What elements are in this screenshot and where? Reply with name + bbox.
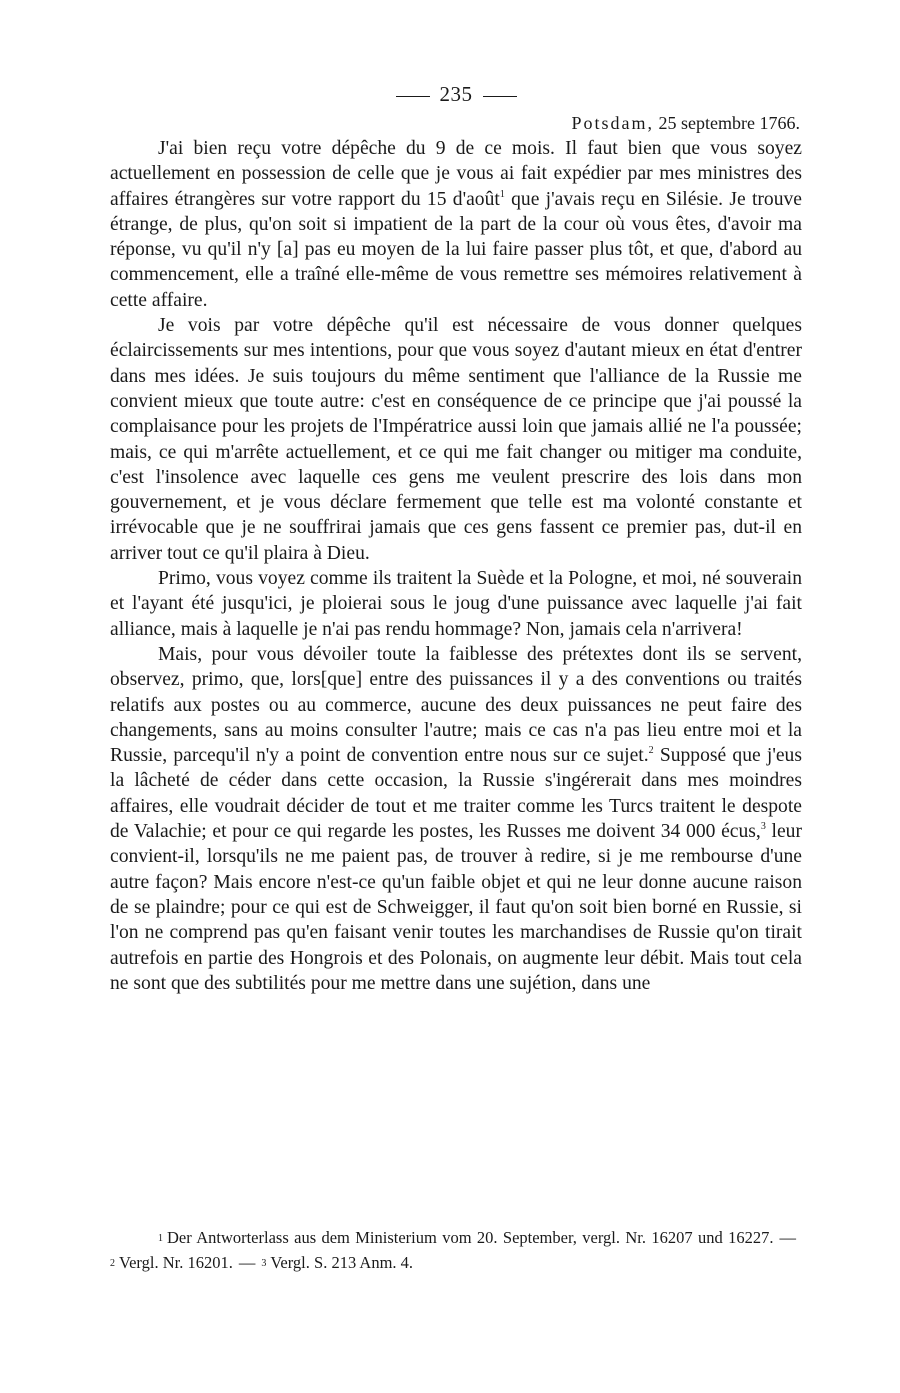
paragraph-4-text-c: leur convient-il, lorsqu'ils ne me paient pas, de trouver à redire, si je me rembourse d'une autre façon? Mais encore n'est-ce qu'un faible objet et qui ne leur donne aucune raison de se plaindre; pour ce qui est de Schweigger, il faut qu'on soit bien borné en Russie, si l'on ne comprend pas qu'en faisant venir toutes les marchandises de Russie qu'on tirait autrefois en partie des Hongrois et des Polonais, on augmente leur débit. Mais tout cela ne sont que des subtilités pour me mettre dans une sujétion, dans une (110, 821, 802, 994)
footnote-2-text: Vergl. Nr. 16201. (119, 1253, 233, 1272)
paragraph-1 (110, 136, 802, 313)
paragraph-1-text-a: J'ai bien reçu votre dépêche du 9 de ce mois. Il faut bien que vous soyez actuellement en possession de celle que je vous ai fait expédier par mes ministres des affaires étrangères sur votre rapport du 15 d'août (110, 138, 802, 210)
footnote-separator-2: — (238, 1253, 256, 1272)
paragraph-4-text-a: Mais, pour vous dévoiler toute la faiblesse des prétextes dont ils se servent, observez, primo, que, lors[que] entre des puissances il y a des conventions ou traités relatifs aux postes ou au commerce, aucune des deux puissances ne peut faire des changements, sans au moins consulter l'autre; mais ce cas n'a pas lieu entre moi et la Russie, parcequ'il n'y a point de convention entre nous sur ce sujet. (110, 643, 802, 767)
footnote-1-text: Der Antworterlass aus dem Ministerium vom 20. September, vergl. Nr. 16207 und 16227. (167, 1228, 774, 1247)
footnote-ref-2: 2 (648, 745, 654, 757)
footnotes (110, 1226, 802, 1276)
page (110, 80, 802, 996)
footnote-1-mark: 1 (158, 1233, 163, 1244)
paragraph-3: Primo, vous voyez comme ils traitent la Suède et la Pologne, et moi, né souverain et l'ayant été jusqu'ici, je ploierai sous le joug d'une puissance avec laquelle j'ai fait alliance, mais à laquelle je n'ai pas rendu hommage? Non, jamais cela n'arrivera! (110, 568, 802, 640)
dateline (110, 110, 800, 136)
page-number (110, 80, 802, 108)
paragraph-4 (110, 642, 802, 996)
paragraph-1-text-b: que j'avais reçu en Silésie. Je trouve étrange, de plus, qu'on soit si impatient de la part de la cour où vous êtes, d'avoir ma réponse, vu qu'il n'y [a] pas eu moyen de la lui faire passer plus tôt, et que, d'abord au commencement, elle a traîné elle-même de vous remettre ses mémoires relativement à cette affaire. (110, 188, 802, 311)
page-number-left-rule (396, 96, 430, 97)
footnote-2-mark: 2 (110, 1258, 115, 1269)
footnote-ref-3: 3 (760, 821, 766, 833)
page-number-right-rule (483, 96, 517, 97)
footnote-3-text: Vergl. S. 213 Anm. 4. (270, 1253, 414, 1272)
footnote-separator-1: — (779, 1228, 796, 1247)
footnote-ref-1: 1 (499, 188, 505, 200)
page-number-value: 235 (439, 82, 473, 106)
dateline-date: 25 septembre 1766. (658, 113, 800, 133)
paragraph-2: Je vois par votre dépêche qu'il est nécessaire de vous donner quelques éclaircissements sur mes intentions, pour que vous soyez d'autant mieux en état d'entrer dans mes idées. Je suis toujours du même sentiment que l'alliance de la Russie me convient mieux que toute autre: c'est en conséquence de ce principe que j'ai poussé la complaisance pour les projets de l'Impératrice aussi loin que jamais allié ne l'a poussée; mais, ce qui m'arrête actuellement, et ce qui me fait changer ou mitiger ma conduite, c'est l'insolence avec laquelle ces gens me veulent prescrire des lois dans mon gouvernement, et je vous déclare fermement que telle est ma volonté constante et irrévocable que je ne souffrirai jamais que ces gens fassent ce premier pas, dut-il en arriver tout ce qu'il plaira à Dieu. (110, 315, 802, 564)
footnote-block (110, 1226, 802, 1276)
paragraph-4-text-b: Supposé que j'eus la lâcheté de céder dans cette occasion, la Russie s'ingérerait dans mes moindres affaires, elle voudrait décider de tout et me traiter comme les Turcs traitent le despote de Valachie; et pour ce qui regarde les postes, les Russes me doivent 34 000 écus, (110, 745, 802, 843)
footnote-3-mark: 3 (261, 1258, 267, 1269)
dateline-place: Potsdam, (571, 113, 655, 133)
letter-body (110, 136, 802, 996)
